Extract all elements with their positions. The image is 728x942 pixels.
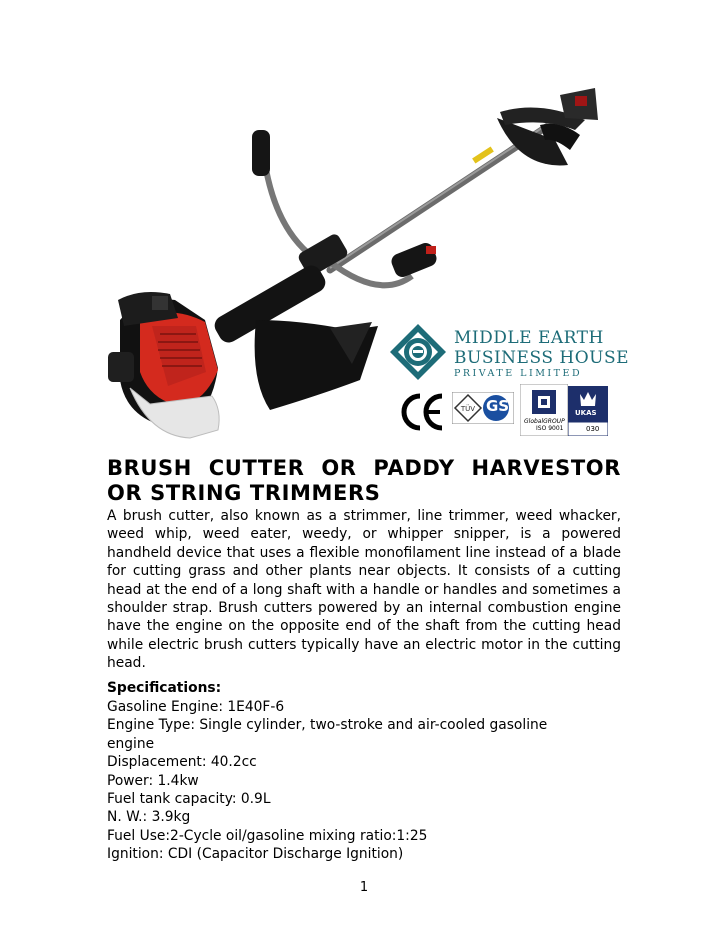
spec-item: Gasoline Engine: 1E40F-6 [107,699,285,715]
spec-item: Ignition: CDI (Capacitor Discharge Ignition) [107,846,404,863]
company-name-line1: MIDDLE EARTH [454,328,604,348]
intro-paragraph: A brush cutter, also known as a strimmer, line trimmer, weed whacker, weed whip, weed eater, weedy, or whipper snipper, is a powered handheld device that uses a flexible monofilament line instead of a blade for cutting grass and other plants near objects. It consists of a cutting head at the end of a long shaft with a handle or handles and sometimes a shoulder strap. Brush cutters powered by an internal combustion engine have the engine on the opposite end of the shaft from the cutting head while electric brush cutters typically have an electric motor in the cutting head. [107,508,621,672]
page-number: 1 [359,880,369,895]
ukas-label: UKAS [575,409,597,417]
spec-item: Fuel tank capacity: 0.9L [107,791,271,808]
brush-cutter-image [0,0,728,450]
company-name-line3: PRIVATE LIMITED [454,368,583,379]
global-group-label: GlobalGROUP [524,418,565,425]
gs-label: GS [486,397,510,415]
svg-text:TÜV: TÜV [460,405,476,413]
specifications-heading: Specifications: [107,680,222,696]
page-title: BRUSH CUTTER OR PADDY HARVESTOR OR STRING TRIMMERS [107,456,621,505]
ce-mark-icon [400,392,446,432]
spec-item: Displacement: 40.2cc [107,754,257,771]
spec-item: Fuel Use:2-Cycle oil/gasoline mixing ratio:1:25 [107,827,428,844]
spec-item: N. W.: 3.9kg [107,809,191,826]
company-name-line2: BUSINESS HOUSE [454,348,630,368]
company-name [388,322,628,382]
cert-number: 030 [586,425,600,433]
specifications-list [107,698,587,864]
spec-item: Engine Type: Single cylinder, two-stroke and air-cooled gasoline engine [107,717,548,752]
spec-item: Power: 1.4kw [107,772,199,789]
iso-label: ISO 9001 [536,425,564,432]
